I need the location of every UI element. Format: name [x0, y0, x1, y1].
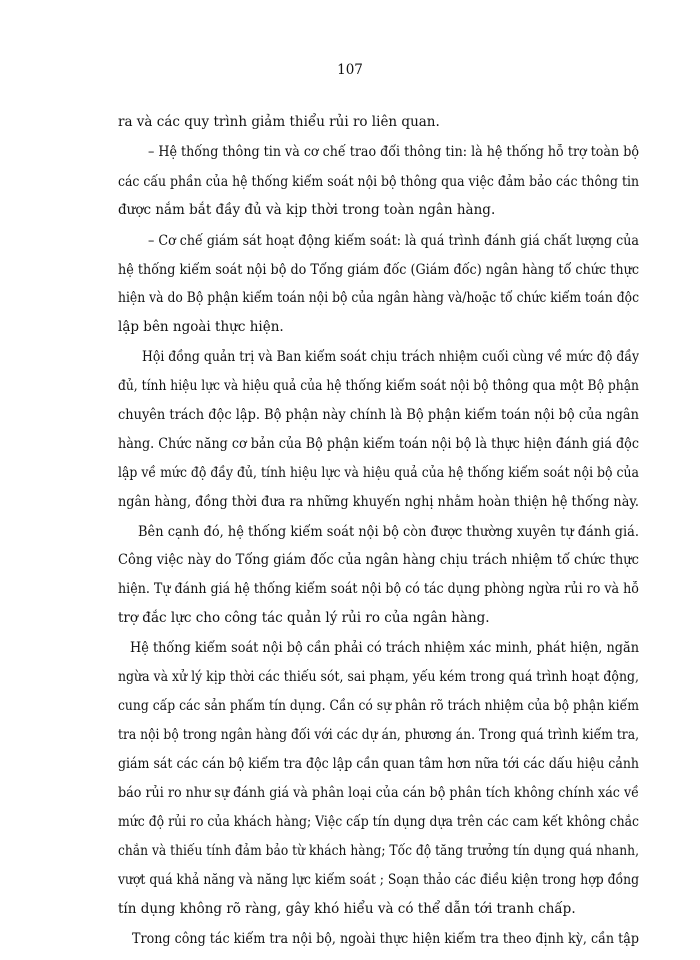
text-line: hệ thống kiểm soát nội bộ do Tổng giám đốc (Giám đốc) ngân hàng tổ chức thực [118, 262, 639, 278]
text-line: Trong công tác kiểm tra nội bộ, ngoài thực hiện kiểm tra theo định kỳ, cần tập [132, 931, 639, 947]
text-line: – Hệ thống thông tin và cơ chế trao đổi thông tin: là hệ thống hỗ trợ toàn bộ [148, 144, 639, 160]
text-line: tín dụng không rõ ràng, gây khó hiểu và có thể dẫn tới tranh chấp. [118, 901, 576, 917]
text-line: lập về mức độ đầy đủ, tính hiệu lực và hiệu quả của hệ thống kiểm soát nội bộ của [118, 465, 639, 481]
text-line: hàng. Chức năng cơ bản của Bộ phận kiểm toán nội bộ là thực hiện đánh giá độc [118, 436, 639, 452]
text-line: tra nội bộ trong ngân hàng đối với các dự án, phương án. Trong quá trình kiểm tra, [118, 727, 639, 743]
page-number: 107 [337, 62, 363, 78]
text-line: ra và các quy trình giảm thiểu rủi ro liên quan. [118, 114, 440, 130]
text-line: trợ đắc lực cho công tác quản lý rủi ro của ngân hàng. [118, 610, 490, 626]
text-line: hiện và do Bộ phận kiểm toán nội bộ của ngân hàng và/hoặc tổ chức kiểm toán độc [118, 290, 639, 306]
text-line: chuyên trách độc lập. Bộ phận này chính là Bộ phận kiểm toán nội bộ của ngân [118, 407, 639, 423]
text-line: ngừa và xử lý kịp thời các thiếu sót, sai phạm, yếu kém trong quá trình hoạt động, [118, 669, 639, 685]
text-line: đủ, tính hiệu lực và hiệu quả của hệ thống kiểm soát nội bộ thông qua một Bộ phận [118, 378, 639, 394]
text-line: ngân hàng, đồng thời đưa ra những khuyến nghị nhằm hoàn thiện hệ thống này. [118, 494, 639, 510]
text-line: được nắm bắt đầy đủ và kịp thời trong toàn ngân hàng. [118, 202, 496, 218]
text-line: báo rủi ro như sự đánh giá và phân loại của cán bộ phân tích không chính xác về [118, 785, 639, 801]
text-line: Công việc này do Tổng giám đốc của ngân hàng chịu trách nhiệm tổ chức thực [118, 552, 639, 568]
text-line: mức độ rủi ro của khách hàng; Việc cấp tín dụng dựa trên các cam kết không chắc [118, 814, 639, 830]
text-line: lập bên ngoài thực hiện. [118, 319, 284, 335]
text-line: Hệ thống kiểm soát nội bộ cần phải có trách nhiệm xác minh, phát hiện, ngăn [130, 640, 639, 656]
text-line: Hội đồng quản trị và Ban kiểm soát chịu trách nhiệm cuối cùng về mức độ đầy [142, 349, 639, 365]
text-line: – Cơ chế giám sát hoạt động kiểm soát: là quá trình đánh giá chất lượng của [148, 233, 639, 249]
text-line: chắn và thiếu tính đảm bảo từ khách hàng; Tốc độ tăng trưởng tín dụng quá nhanh, [118, 843, 639, 859]
text-line: cung cấp các sản phẩm tín dụng. Cần có sự phân rõ trách nhiệm của bộ phận kiểm [118, 698, 639, 714]
text-line: vượt quá khả năng và năng lực kiểm soát ; Soạn thảo các điều kiện trong hợp đồng [118, 872, 639, 888]
text-line: các cấu phần của hệ thống kiểm soát nội bộ thông qua việc đảm bảo các thông tin [118, 174, 639, 190]
text-line: hiện. Tự đánh giá hệ thống kiểm soát nội bộ có tác dụng phòng ngừa rủi ro và hỗ [118, 581, 639, 597]
text-line: giám sát các cán bộ kiểm tra độc lập cần quan tâm hơn nữa tới các dấu hiệu cảnh [118, 756, 639, 772]
text-line: Bên cạnh đó, hệ thống kiểm soát nội bộ còn được thường xuyên tự đánh giá. [138, 524, 639, 540]
